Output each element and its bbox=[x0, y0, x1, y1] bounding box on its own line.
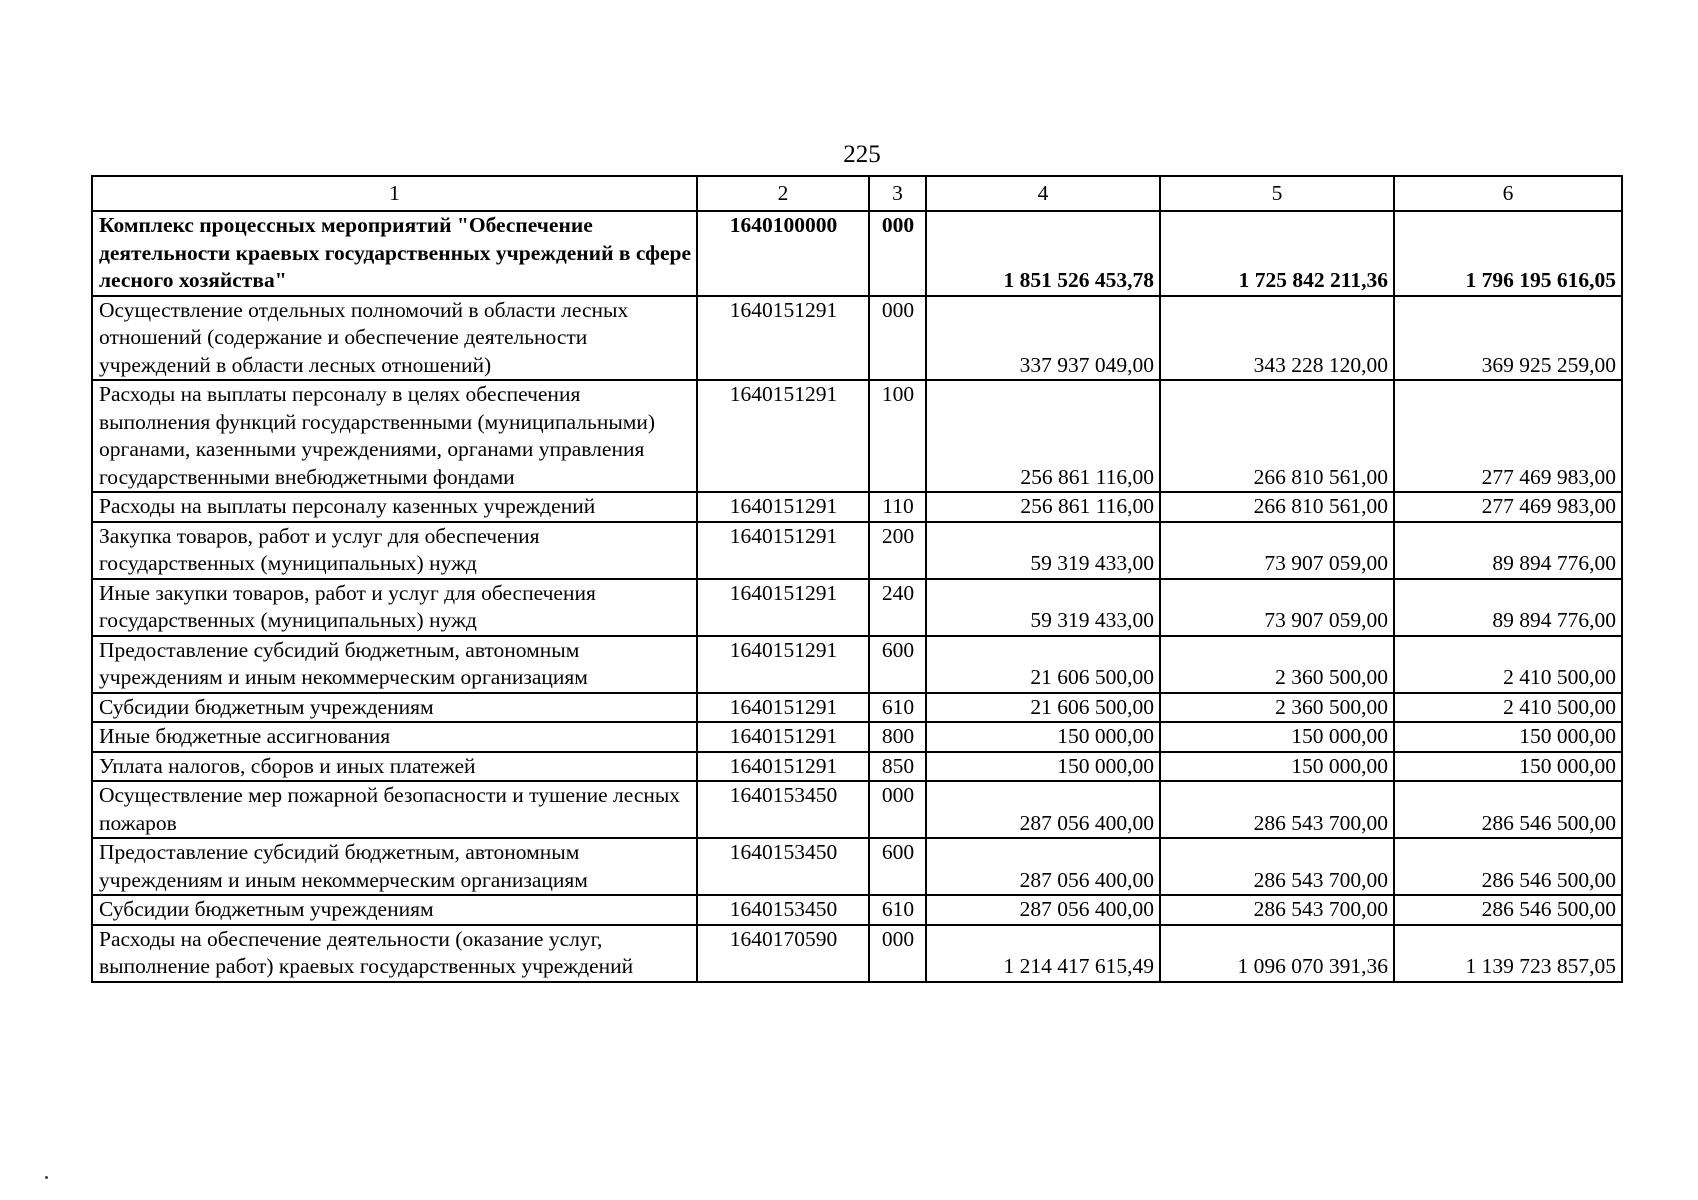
row-name: Расходы на выплаты персоналу казенных учреждений bbox=[92, 492, 697, 522]
row-value-4: 59 319 433,00 bbox=[926, 579, 1160, 636]
row-code: 1640151291 bbox=[697, 722, 869, 752]
row-value-4: 256 861 116,00 bbox=[926, 380, 1160, 492]
budget-table bbox=[91, 175, 1623, 983]
column-header-4: 4 bbox=[926, 176, 1160, 211]
row-value-5: 343 228 120,00 bbox=[1160, 296, 1394, 381]
row-value-5: 1 096 070 391,36 bbox=[1160, 925, 1394, 982]
table-header-row bbox=[92, 176, 1622, 211]
row-value-6: 286 546 500,00 bbox=[1394, 838, 1622, 895]
row-expense-type: 600 bbox=[869, 838, 926, 895]
row-code: 1640151291 bbox=[697, 693, 869, 723]
row-value-4: 287 056 400,00 bbox=[926, 895, 1160, 925]
table-row bbox=[92, 211, 1622, 296]
row-code: 1640170590 bbox=[697, 925, 869, 982]
row-value-5: 2 360 500,00 bbox=[1160, 693, 1394, 723]
row-expense-type: 000 bbox=[869, 211, 926, 296]
row-code: 1640151291 bbox=[697, 492, 869, 522]
row-value-4: 287 056 400,00 bbox=[926, 781, 1160, 838]
row-expense-type: 600 bbox=[869, 636, 926, 693]
row-value-6: 89 894 776,00 bbox=[1394, 579, 1622, 636]
column-header-3: 3 bbox=[869, 176, 926, 211]
row-code: 1640151291 bbox=[697, 296, 869, 381]
row-code: 1640151291 bbox=[697, 380, 869, 492]
table-row bbox=[92, 693, 1622, 723]
table-row bbox=[92, 522, 1622, 579]
table-row bbox=[92, 296, 1622, 381]
row-code: 1640151291 bbox=[697, 579, 869, 636]
table-row bbox=[92, 579, 1622, 636]
row-value-5: 286 543 700,00 bbox=[1160, 838, 1394, 895]
row-value-4: 287 056 400,00 bbox=[926, 838, 1160, 895]
row-value-5: 73 907 059,00 bbox=[1160, 579, 1394, 636]
column-header-2: 2 bbox=[697, 176, 869, 211]
row-code: 1640151291 bbox=[697, 636, 869, 693]
row-expense-type: 800 bbox=[869, 722, 926, 752]
row-code: 1640151291 bbox=[697, 522, 869, 579]
row-value-6: 150 000,00 bbox=[1394, 722, 1622, 752]
row-value-4: 337 937 049,00 bbox=[926, 296, 1160, 381]
table-row bbox=[92, 752, 1622, 782]
row-expense-type: 100 bbox=[869, 380, 926, 492]
row-value-4: 1 214 417 615,49 bbox=[926, 925, 1160, 982]
row-value-5: 2 360 500,00 bbox=[1160, 636, 1394, 693]
row-value-6: 286 546 500,00 bbox=[1394, 895, 1622, 925]
row-value-5: 286 543 700,00 bbox=[1160, 895, 1394, 925]
row-name: Иные бюджетные ассигнования bbox=[92, 722, 697, 752]
row-value-5: 286 543 700,00 bbox=[1160, 781, 1394, 838]
row-expense-type: 110 bbox=[869, 492, 926, 522]
row-value-5: 150 000,00 bbox=[1160, 722, 1394, 752]
row-expense-type: 240 bbox=[869, 579, 926, 636]
row-value-5: 266 810 561,00 bbox=[1160, 380, 1394, 492]
table-row bbox=[92, 380, 1622, 492]
row-code: 1640153450 bbox=[697, 838, 869, 895]
row-value-5: 266 810 561,00 bbox=[1160, 492, 1394, 522]
row-name: Уплата налогов, сборов и иных платежей bbox=[92, 752, 697, 782]
row-code: 1640151291 bbox=[697, 752, 869, 782]
row-name: Расходы на выплаты персоналу в целях обеспечения выполнения функций государственными (муниципальными) органами, казенными учреждениями, органами управления государственными внебюджетными фондами bbox=[92, 380, 697, 492]
row-code: 1640153450 bbox=[697, 781, 869, 838]
table-row bbox=[92, 895, 1622, 925]
column-header-1: 1 bbox=[92, 176, 697, 211]
row-name: Предоставление субсидий бюджетным, автономным учреждениям и иным некоммерческим организациям bbox=[92, 838, 697, 895]
row-value-4: 1 851 526 453,78 bbox=[926, 211, 1160, 296]
table-row bbox=[92, 781, 1622, 838]
row-value-6: 277 469 983,00 bbox=[1394, 492, 1622, 522]
page-number: 225 bbox=[843, 141, 881, 168]
row-value-4: 21 606 500,00 bbox=[926, 636, 1160, 693]
row-name: Комплекс процессных мероприятий "Обеспечение деятельности краевых государственных учреждений в сфере лесного хозяйства" bbox=[92, 211, 697, 296]
table-row bbox=[92, 722, 1622, 752]
row-value-6: 1 796 195 616,05 bbox=[1394, 211, 1622, 296]
table-row bbox=[92, 492, 1622, 522]
table-row bbox=[92, 636, 1622, 693]
scan-speck bbox=[45, 1176, 48, 1179]
row-value-6: 369 925 259,00 bbox=[1394, 296, 1622, 381]
row-value-6: 286 546 500,00 bbox=[1394, 781, 1622, 838]
table-row bbox=[92, 925, 1622, 982]
column-header-5: 5 bbox=[1160, 176, 1394, 211]
row-value-5: 150 000,00 bbox=[1160, 752, 1394, 782]
row-value-6: 2 410 500,00 bbox=[1394, 693, 1622, 723]
row-value-5: 73 907 059,00 bbox=[1160, 522, 1394, 579]
row-name: Иные закупки товаров, работ и услуг для обеспечения государственных (муниципальных) нужд bbox=[92, 579, 697, 636]
row-code: 1640100000 bbox=[697, 211, 869, 296]
row-expense-type: 610 bbox=[869, 693, 926, 723]
row-expense-type: 000 bbox=[869, 781, 926, 838]
row-value-4: 150 000,00 bbox=[926, 722, 1160, 752]
column-header-6: 6 bbox=[1394, 176, 1622, 211]
row-value-4: 59 319 433,00 bbox=[926, 522, 1160, 579]
row-value-6: 150 000,00 bbox=[1394, 752, 1622, 782]
row-value-6: 2 410 500,00 bbox=[1394, 636, 1622, 693]
row-expense-type: 200 bbox=[869, 522, 926, 579]
row-name: Предоставление субсидий бюджетным, автономным учреждениям и иным некоммерческим организациям bbox=[92, 636, 697, 693]
row-name: Закупка товаров, работ и услуг для обеспечения государственных (муниципальных) нужд bbox=[92, 522, 697, 579]
row-expense-type: 610 bbox=[869, 895, 926, 925]
row-value-4: 21 606 500,00 bbox=[926, 693, 1160, 723]
row-name: Расходы на обеспечение деятельности (оказание услуг, выполнение работ) краевых государственных учреждений bbox=[92, 925, 697, 982]
row-name: Осуществление отдельных полномочий в области лесных отношений (содержание и обеспечение деятельности учреждений в области лесных отношений) bbox=[92, 296, 697, 381]
row-value-5: 1 725 842 211,36 bbox=[1160, 211, 1394, 296]
row-name: Субсидии бюджетным учреждениям bbox=[92, 895, 697, 925]
row-value-4: 150 000,00 bbox=[926, 752, 1160, 782]
row-value-6: 277 469 983,00 bbox=[1394, 380, 1622, 492]
row-value-6: 89 894 776,00 bbox=[1394, 522, 1622, 579]
row-expense-type: 850 bbox=[869, 752, 926, 782]
row-value-6: 1 139 723 857,05 bbox=[1394, 925, 1622, 982]
table-row bbox=[92, 838, 1622, 895]
row-expense-type: 000 bbox=[869, 925, 926, 982]
row-name: Осуществление мер пожарной безопасности и тушение лесных пожаров bbox=[92, 781, 697, 838]
row-code: 1640153450 bbox=[697, 895, 869, 925]
row-expense-type: 000 bbox=[869, 296, 926, 381]
row-name: Субсидии бюджетным учреждениям bbox=[92, 693, 697, 723]
row-value-4: 256 861 116,00 bbox=[926, 492, 1160, 522]
